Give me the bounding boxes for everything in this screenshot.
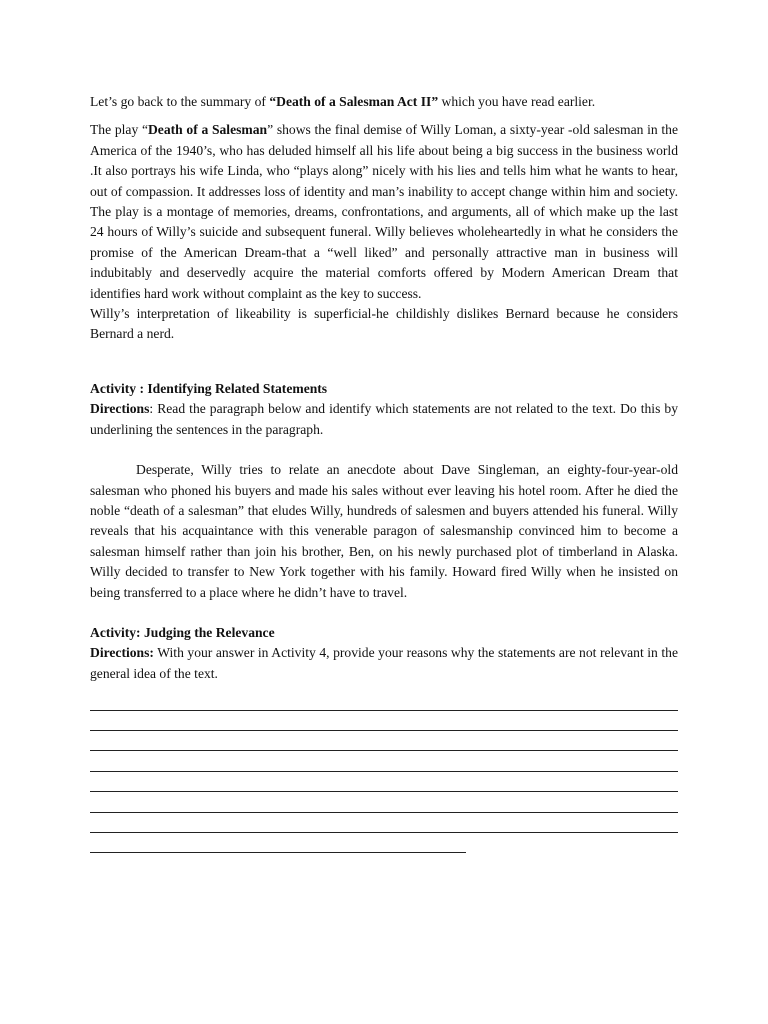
spacer — [90, 440, 678, 460]
spacer — [90, 603, 678, 623]
intro-sentence: Let’s go back to the summary of “Death of a Salesman Act II” which you have read earlier. — [90, 94, 596, 109]
answer-line[interactable] — [90, 772, 678, 792]
answer-line[interactable] — [90, 711, 678, 731]
activity-identifying-section — [90, 379, 678, 603]
activity-identifying-directions: Directions: Read the paragraph below and identify which statements are not related to the text. Do this by underlining the sentences in the paragraph. — [90, 401, 678, 437]
play-title: Death of a Salesman — [147, 122, 268, 138]
intro-title: “Death of a Salesman Act II” — [269, 94, 439, 109]
activity-relevance-heading: Activity: Judging the Relevance — [90, 624, 275, 640]
answer-line[interactable] — [90, 833, 466, 853]
answer-line[interactable] — [90, 813, 678, 833]
answer-line[interactable] — [90, 731, 678, 751]
answer-line[interactable] — [90, 690, 678, 710]
summary-paragraph: The play “Death of a Salesman” shows the final demise of Willy Loman, a sixty-year -old salesman in the America of the 1940’s, who has deluded himself all his life about being a big success in the business world .It also portrays his wife Linda, who “plays along” nicely with his lies and tells him what he wants to hear, out of compassion. It addresses loss of identity and man’s inability to accept change within him and society. The play is a montage of memories, dreams, confrontations, and arguments, all of which make up the last 24 hours of Willy’s suicide and subsequent funeral. Willy believes wholeheartedly in what he considers the promise of the American Dream-that a “well liked” and personally attractive man in business will indubitably and deservedly acquire the material comforts offered by Modern American Dream that identifies hard work without complaint as the key to success. — [90, 122, 678, 301]
spacer — [90, 345, 678, 379]
summary-paragraph-2: Willy’s interpretation of likeability is superficial-he childishly dislikes Bernard because he considers Bernard a nerd. — [90, 306, 678, 342]
activity-identifying-heading: Activity : Identifying Related Statements — [90, 380, 328, 396]
answer-line[interactable] — [90, 792, 678, 812]
worksheet-page — [90, 92, 678, 853]
activity-relevance-directions: Directions: With your answer in Activity 4, provide your reasons why the statements are not relevant in the general idea of the text. — [90, 645, 678, 681]
activity-paragraph[interactable]: Desperate, Willy tries to relate an anecdote about Dave Singleman, an eighty-four-year-old salesman who phoned his buyers and made his sales without ever leaving his hotel room. After he died the noble “death of a salesman” that eludes Willy, hundreds of salesmen and buyers attended his funeral. Willy reveals that his acquaintance with this venerable paragon of salesmanship convinced him to become a salesman himself rather than join his brother, Ben, on his newly purchased plot of timberland in Alaska. Willy decided to transfer to New York together with his family. Howard fired Willy when he insisted on being transferred to a place where he didn’t have to travel. — [90, 462, 678, 600]
answer-lines — [90, 690, 678, 853]
answer-line[interactable] — [90, 751, 678, 771]
activity-relevance-section — [90, 623, 678, 853]
